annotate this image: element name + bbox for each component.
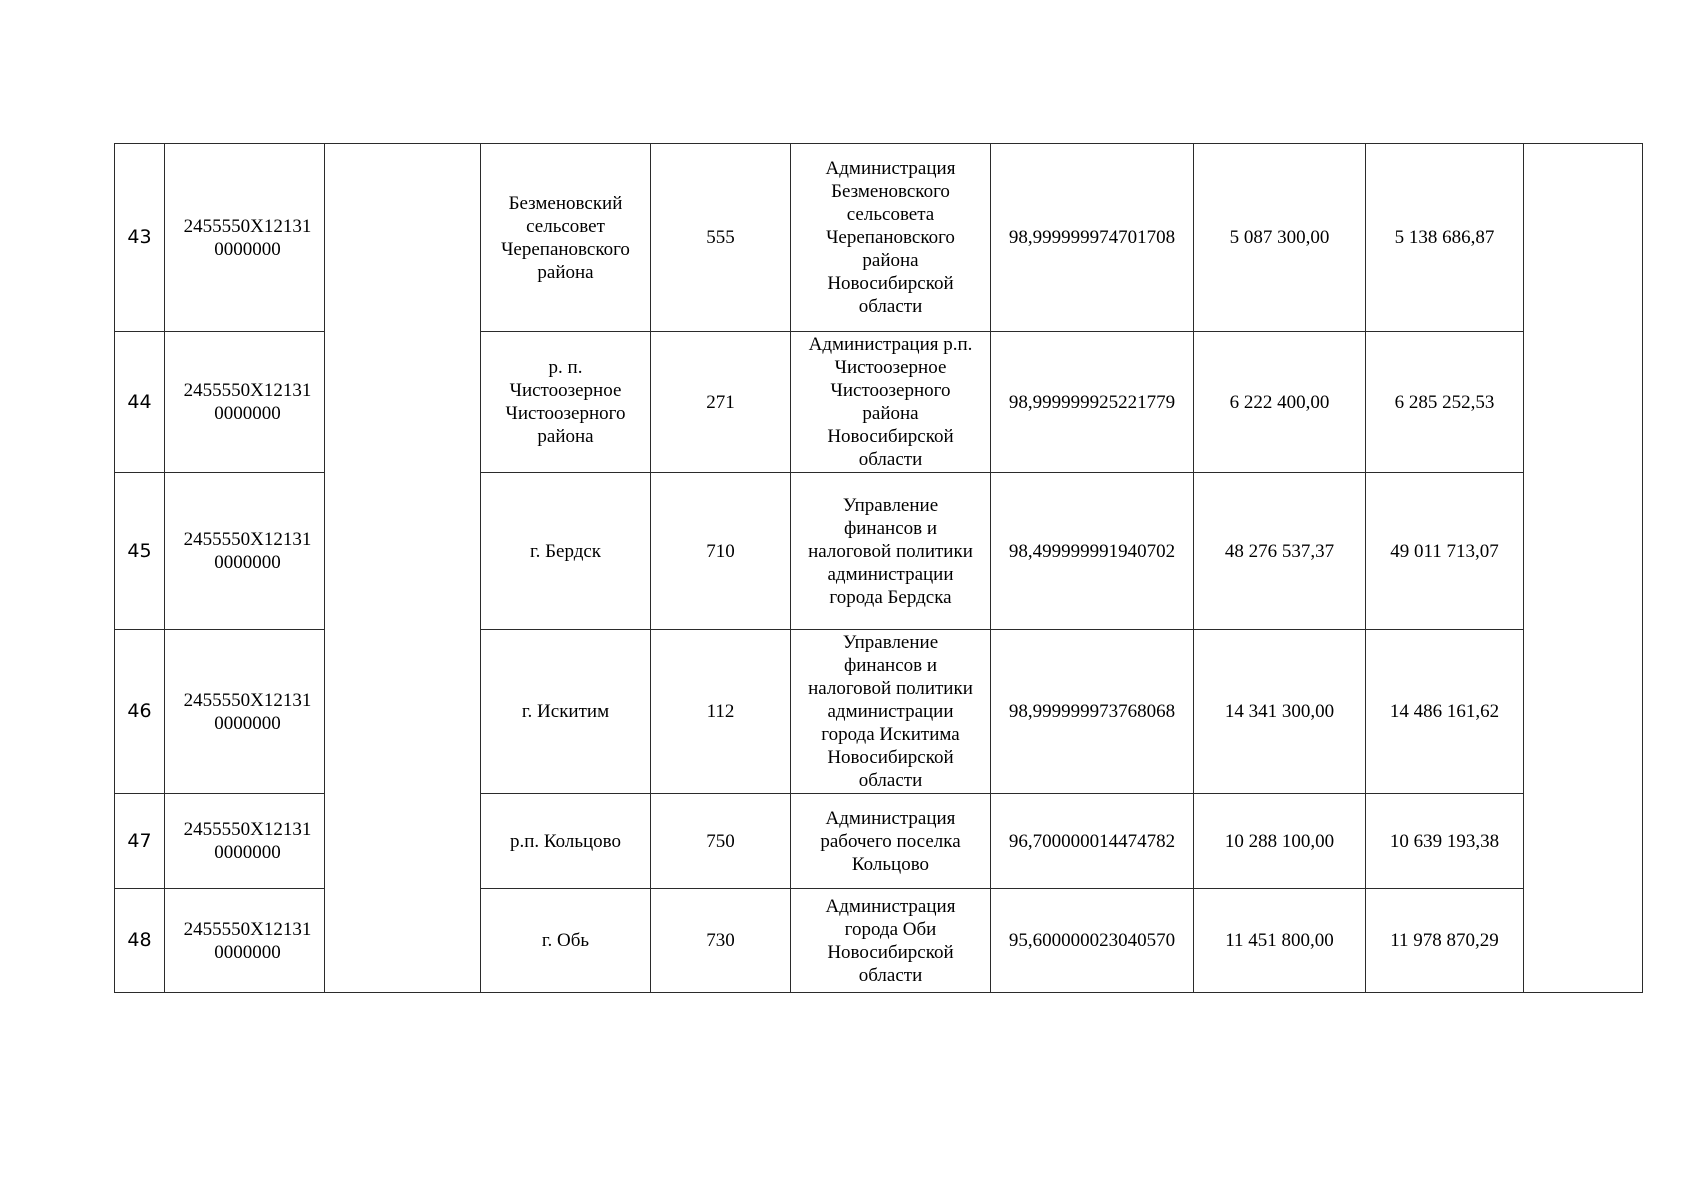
municipality-name: Безменовский сельсовет Черепановского района xyxy=(501,192,630,283)
organization-name: Администрация р.п. Чистоозерное Чистоозерного района Новосибирской области xyxy=(808,334,973,470)
merged-empty-cell xyxy=(325,144,481,993)
amount-cell: 10 288 100,00 xyxy=(1194,794,1366,889)
municipality-name: г. Искитим xyxy=(521,701,610,722)
amount-cell: 14 341 300,00 xyxy=(1194,630,1366,794)
amount-total-cell: 14 486 161,62 xyxy=(1366,630,1524,794)
budget-classification-code: 2455550X12131 0000000 xyxy=(183,918,312,963)
municipality-cell xyxy=(481,144,651,332)
budget-classification-code: 2455550X12131 0000000 xyxy=(183,380,312,424)
organization-cell xyxy=(791,332,991,473)
municipality-name: г. Бердск xyxy=(529,540,602,562)
municipality-cell xyxy=(481,794,651,889)
organization-cell xyxy=(791,794,991,889)
table-row xyxy=(115,144,1643,332)
row-number-cell: 48 xyxy=(115,889,165,993)
municipality-name: г. Обь xyxy=(541,930,590,951)
budget-classification-code-cell xyxy=(165,473,325,630)
municipality-name: р.п. Кольцово xyxy=(509,830,622,852)
organization-name: Администрация рабочего поселка Кольцово xyxy=(820,807,961,875)
share-percent-cell: 95,600000023040570 xyxy=(991,889,1194,993)
organization-cell xyxy=(791,889,991,993)
organization-name: Управление финансов и налоговой политики администрации города Искитима Новосибирской области xyxy=(808,632,973,791)
amount-cell: 48 276 537,37 xyxy=(1194,473,1366,630)
budget-classification-code: 2455550X12131 0000000 xyxy=(183,215,312,260)
municipality-cell xyxy=(481,473,651,630)
organization-name: Администрация Безменовского сельсовета Черепановского района Новосибирской области xyxy=(825,158,956,317)
budget-code-cell: 271 xyxy=(651,332,791,473)
organization-cell xyxy=(791,473,991,630)
budget-classification-code-cell xyxy=(165,144,325,332)
amount-total-cell: 5 138 686,87 xyxy=(1366,144,1524,332)
organization-cell xyxy=(791,630,991,794)
amount-cell: 5 087 300,00 xyxy=(1194,144,1366,332)
share-percent-cell: 98,499999991940702 xyxy=(991,473,1194,630)
row-number-cell: 46 xyxy=(115,630,165,794)
budget-classification-code-cell xyxy=(165,630,325,794)
budget-classification-code-cell xyxy=(165,794,325,889)
budget-code-cell: 750 xyxy=(651,794,791,889)
row-number-cell: 45 xyxy=(115,473,165,630)
budget-code-cell: 112 xyxy=(651,630,791,794)
budget-classification-code-cell xyxy=(165,332,325,473)
subsidy-distribution-table xyxy=(114,143,1643,993)
amount-total-cell: 49 011 713,07 xyxy=(1366,473,1524,630)
budget-code-cell: 555 xyxy=(651,144,791,332)
amount-total-cell: 10 639 193,38 xyxy=(1366,794,1524,889)
budget-classification-code-cell xyxy=(165,889,325,993)
amount-cell: 11 451 800,00 xyxy=(1194,889,1366,993)
municipality-cell xyxy=(481,889,651,993)
amount-cell: 6 222 400,00 xyxy=(1194,332,1366,473)
share-percent-cell: 98,999999974701708 xyxy=(991,144,1194,332)
amount-total-cell: 6 285 252,53 xyxy=(1366,332,1524,473)
budget-classification-code: 2455550X12131 0000000 xyxy=(183,819,312,863)
share-percent-cell: 96,700000014474782 xyxy=(991,794,1194,889)
amount-total-cell: 11 978 870,29 xyxy=(1366,889,1524,993)
share-percent-cell: 98,999999973768068 xyxy=(991,630,1194,794)
municipality-cell xyxy=(481,332,651,473)
row-number-cell: 44 xyxy=(115,332,165,473)
budget-code-cell: 730 xyxy=(651,889,791,993)
organization-name: Администрация города Оби Новосибирской области xyxy=(825,895,956,986)
budget-classification-code: 2455550X12131 0000000 xyxy=(183,689,312,734)
organization-name: Управление финансов и налоговой политики администрации города Бердска xyxy=(808,494,973,608)
row-number-cell: 43 xyxy=(115,144,165,332)
organization-cell xyxy=(791,144,991,332)
budget-code-cell: 710 xyxy=(651,473,791,630)
municipality-name: р. п. Чистоозерное Чистоозерного района xyxy=(505,357,626,447)
row-number-cell: 47 xyxy=(115,794,165,889)
merged-empty-cell xyxy=(1524,144,1643,993)
municipality-cell xyxy=(481,630,651,794)
share-percent-cell: 98,999999925221779 xyxy=(991,332,1194,473)
budget-classification-code: 2455550X12131 0000000 xyxy=(183,529,312,573)
